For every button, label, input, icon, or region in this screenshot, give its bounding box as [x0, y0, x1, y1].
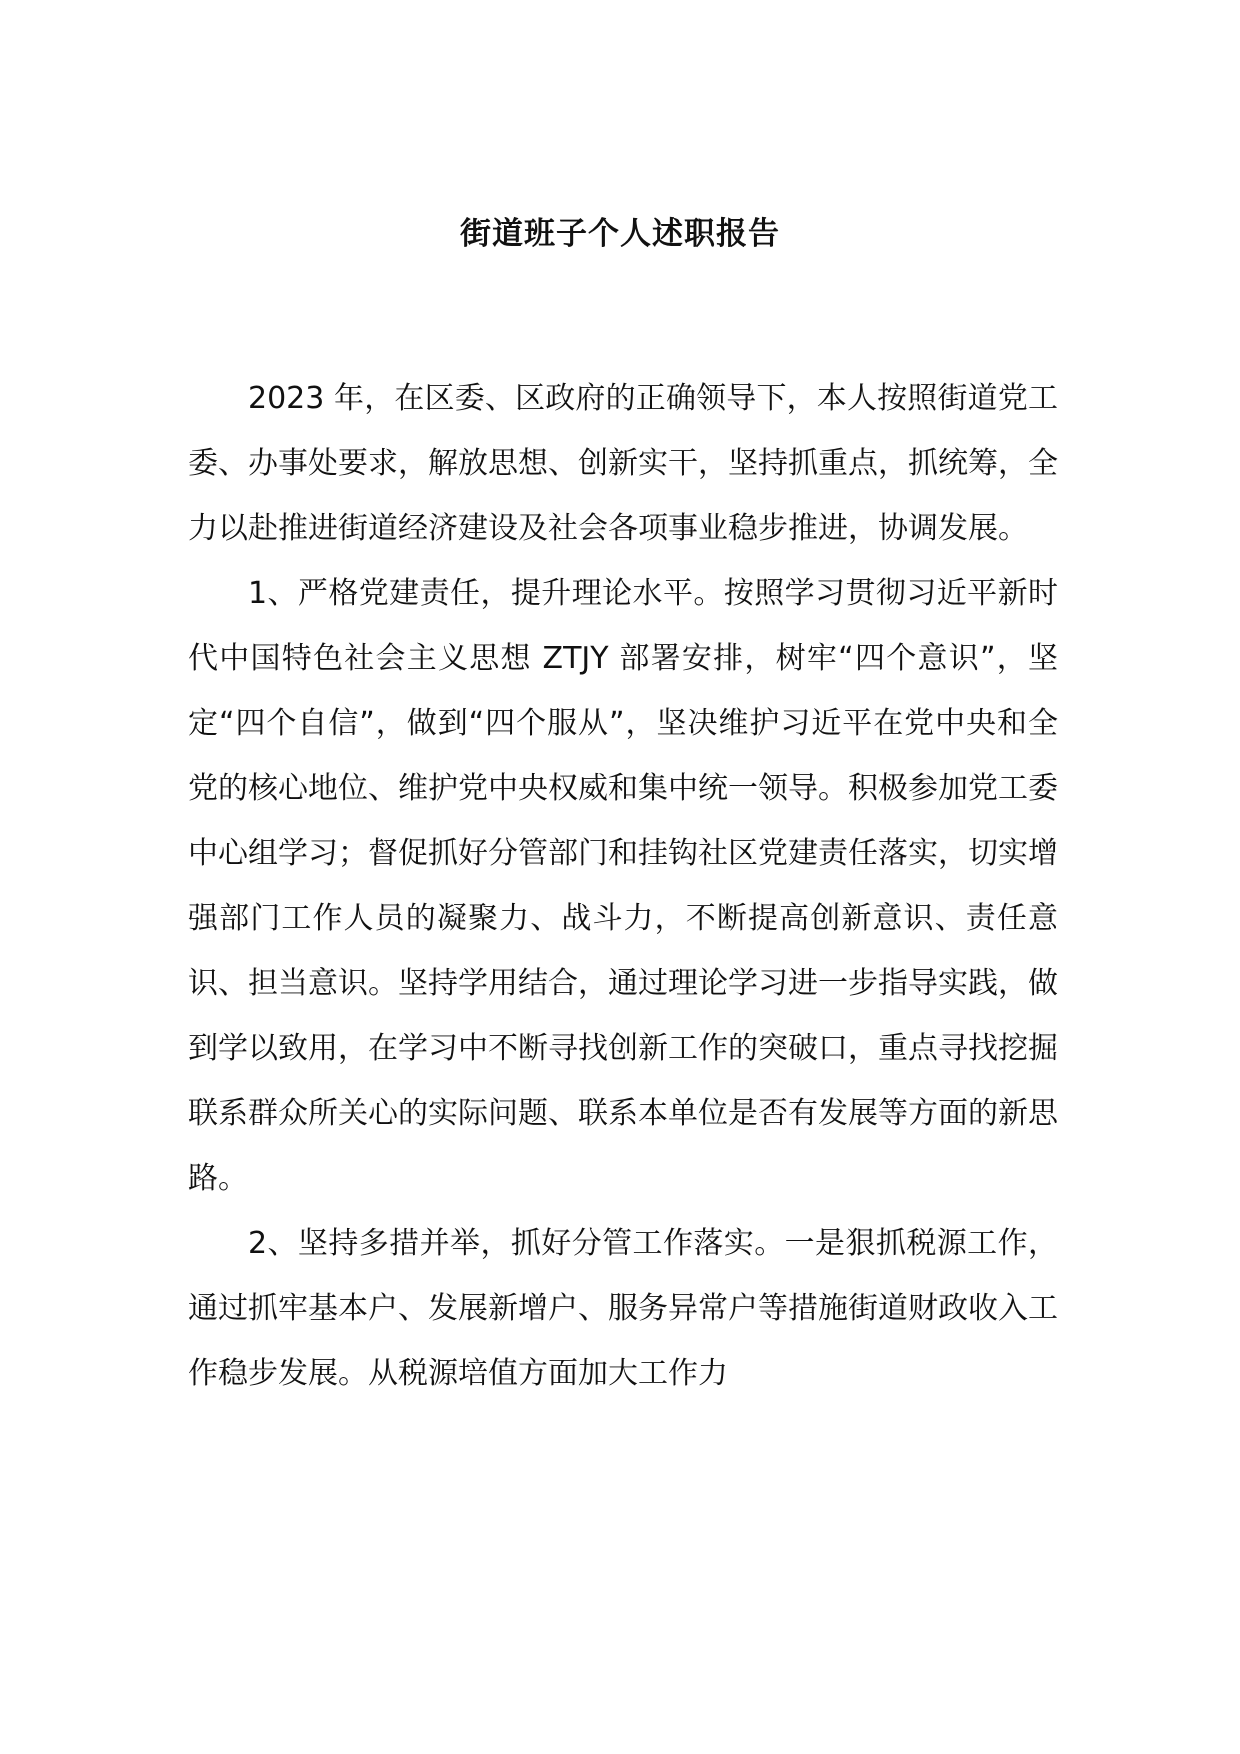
- document-body: [188, 366, 1058, 1406]
- paragraph-intro: 2023 年，在区委、区政府的正确领导下，本人按照街道党工委、办事处要求，解放思想、创新实干，坚持抓重点，抓统筹，全力以赴推进街道经济建设及社会各项事业稳步推进，协调发展。: [188, 381, 1058, 546]
- paragraph-item-1: 1、严格党建责任，提升理论水平。按照学习贯彻习近平新时代中国特色社会主义思想 ZTJY 部署安排，树牢“四个意识”，坚定“四个自信”，做到“四个服从”，坚决维护习近平在党中央和全党的核心地位、维护党中央权威和集中统一领导。积极参加党工委中心组学习；督促抓好分管部门和挂钩社区党建责任落实，切实增强部门工作人员的凝聚力、战斗力，不断提高创新意识、责任意识、担当意识。坚持学用结合，通过理论学习进一步指导实践，做到学以致用，在学习中不断寻找创新工作的突破口，重点寻找挖掘联系群众所关心的实际问题、联系本单位是否有发展等方面的新思路。: [188, 576, 1058, 1196]
- paragraph-item-2: 2、坚持多措并举，抓好分管工作落实。一是狠抓税源工作，通过抓牢基本户、发展新增户、服务异常户等措施街道财政收入工作稳步发展。从税源培值方面加大工作力: [188, 1226, 1058, 1391]
- document-title: 街道班子个人述职报告: [460, 216, 780, 252]
